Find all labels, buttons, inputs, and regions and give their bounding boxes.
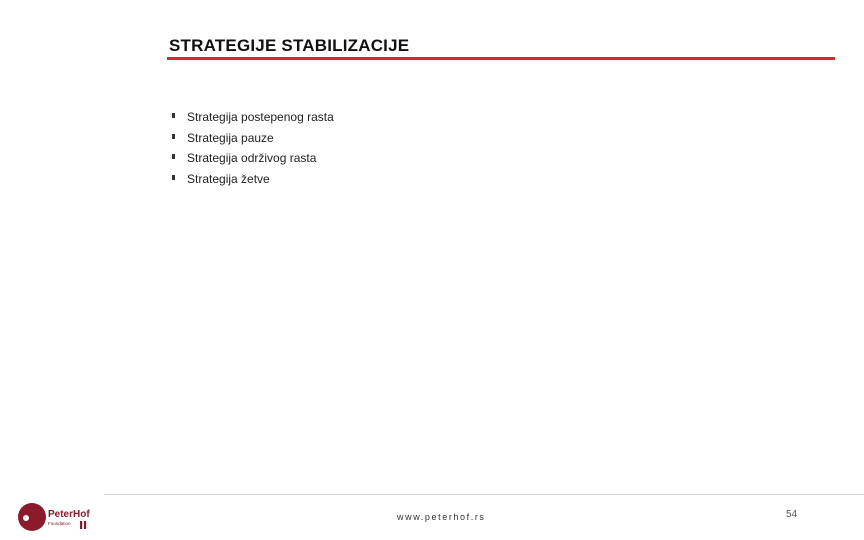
bullet-marker-icon <box>172 134 175 139</box>
page-number: 54 <box>786 509 798 520</box>
title-underline <box>167 57 835 60</box>
bullet-text: Strategija pauze <box>187 130 274 145</box>
bullet-marker-icon <box>172 175 175 180</box>
bullet-text: Strategija žetve <box>187 172 270 187</box>
footer-divider <box>104 494 864 495</box>
bullet-text: Strategija održivog rasta <box>187 151 317 166</box>
slide-title: STRATEGIJE STABILIZACIJE <box>169 36 410 55</box>
logo-text: PeterHof <box>48 509 90 520</box>
bullet-text: Strategija postepenog rasta <box>187 110 334 124</box>
bullet-marker-icon <box>172 154 175 159</box>
bullet-item <box>172 129 334 150</box>
footer-url[interactable]: www.peterhof.rs <box>397 512 486 522</box>
bullet-item <box>172 108 334 129</box>
logo-circle-icon <box>18 503 46 531</box>
logo-subtext: Foundation <box>48 521 71 526</box>
bullet-item <box>172 170 334 191</box>
peterhof-logo <box>17 502 97 532</box>
bullet-item <box>172 149 334 170</box>
bullet-marker-icon <box>172 113 175 118</box>
bullet-list <box>172 108 334 191</box>
